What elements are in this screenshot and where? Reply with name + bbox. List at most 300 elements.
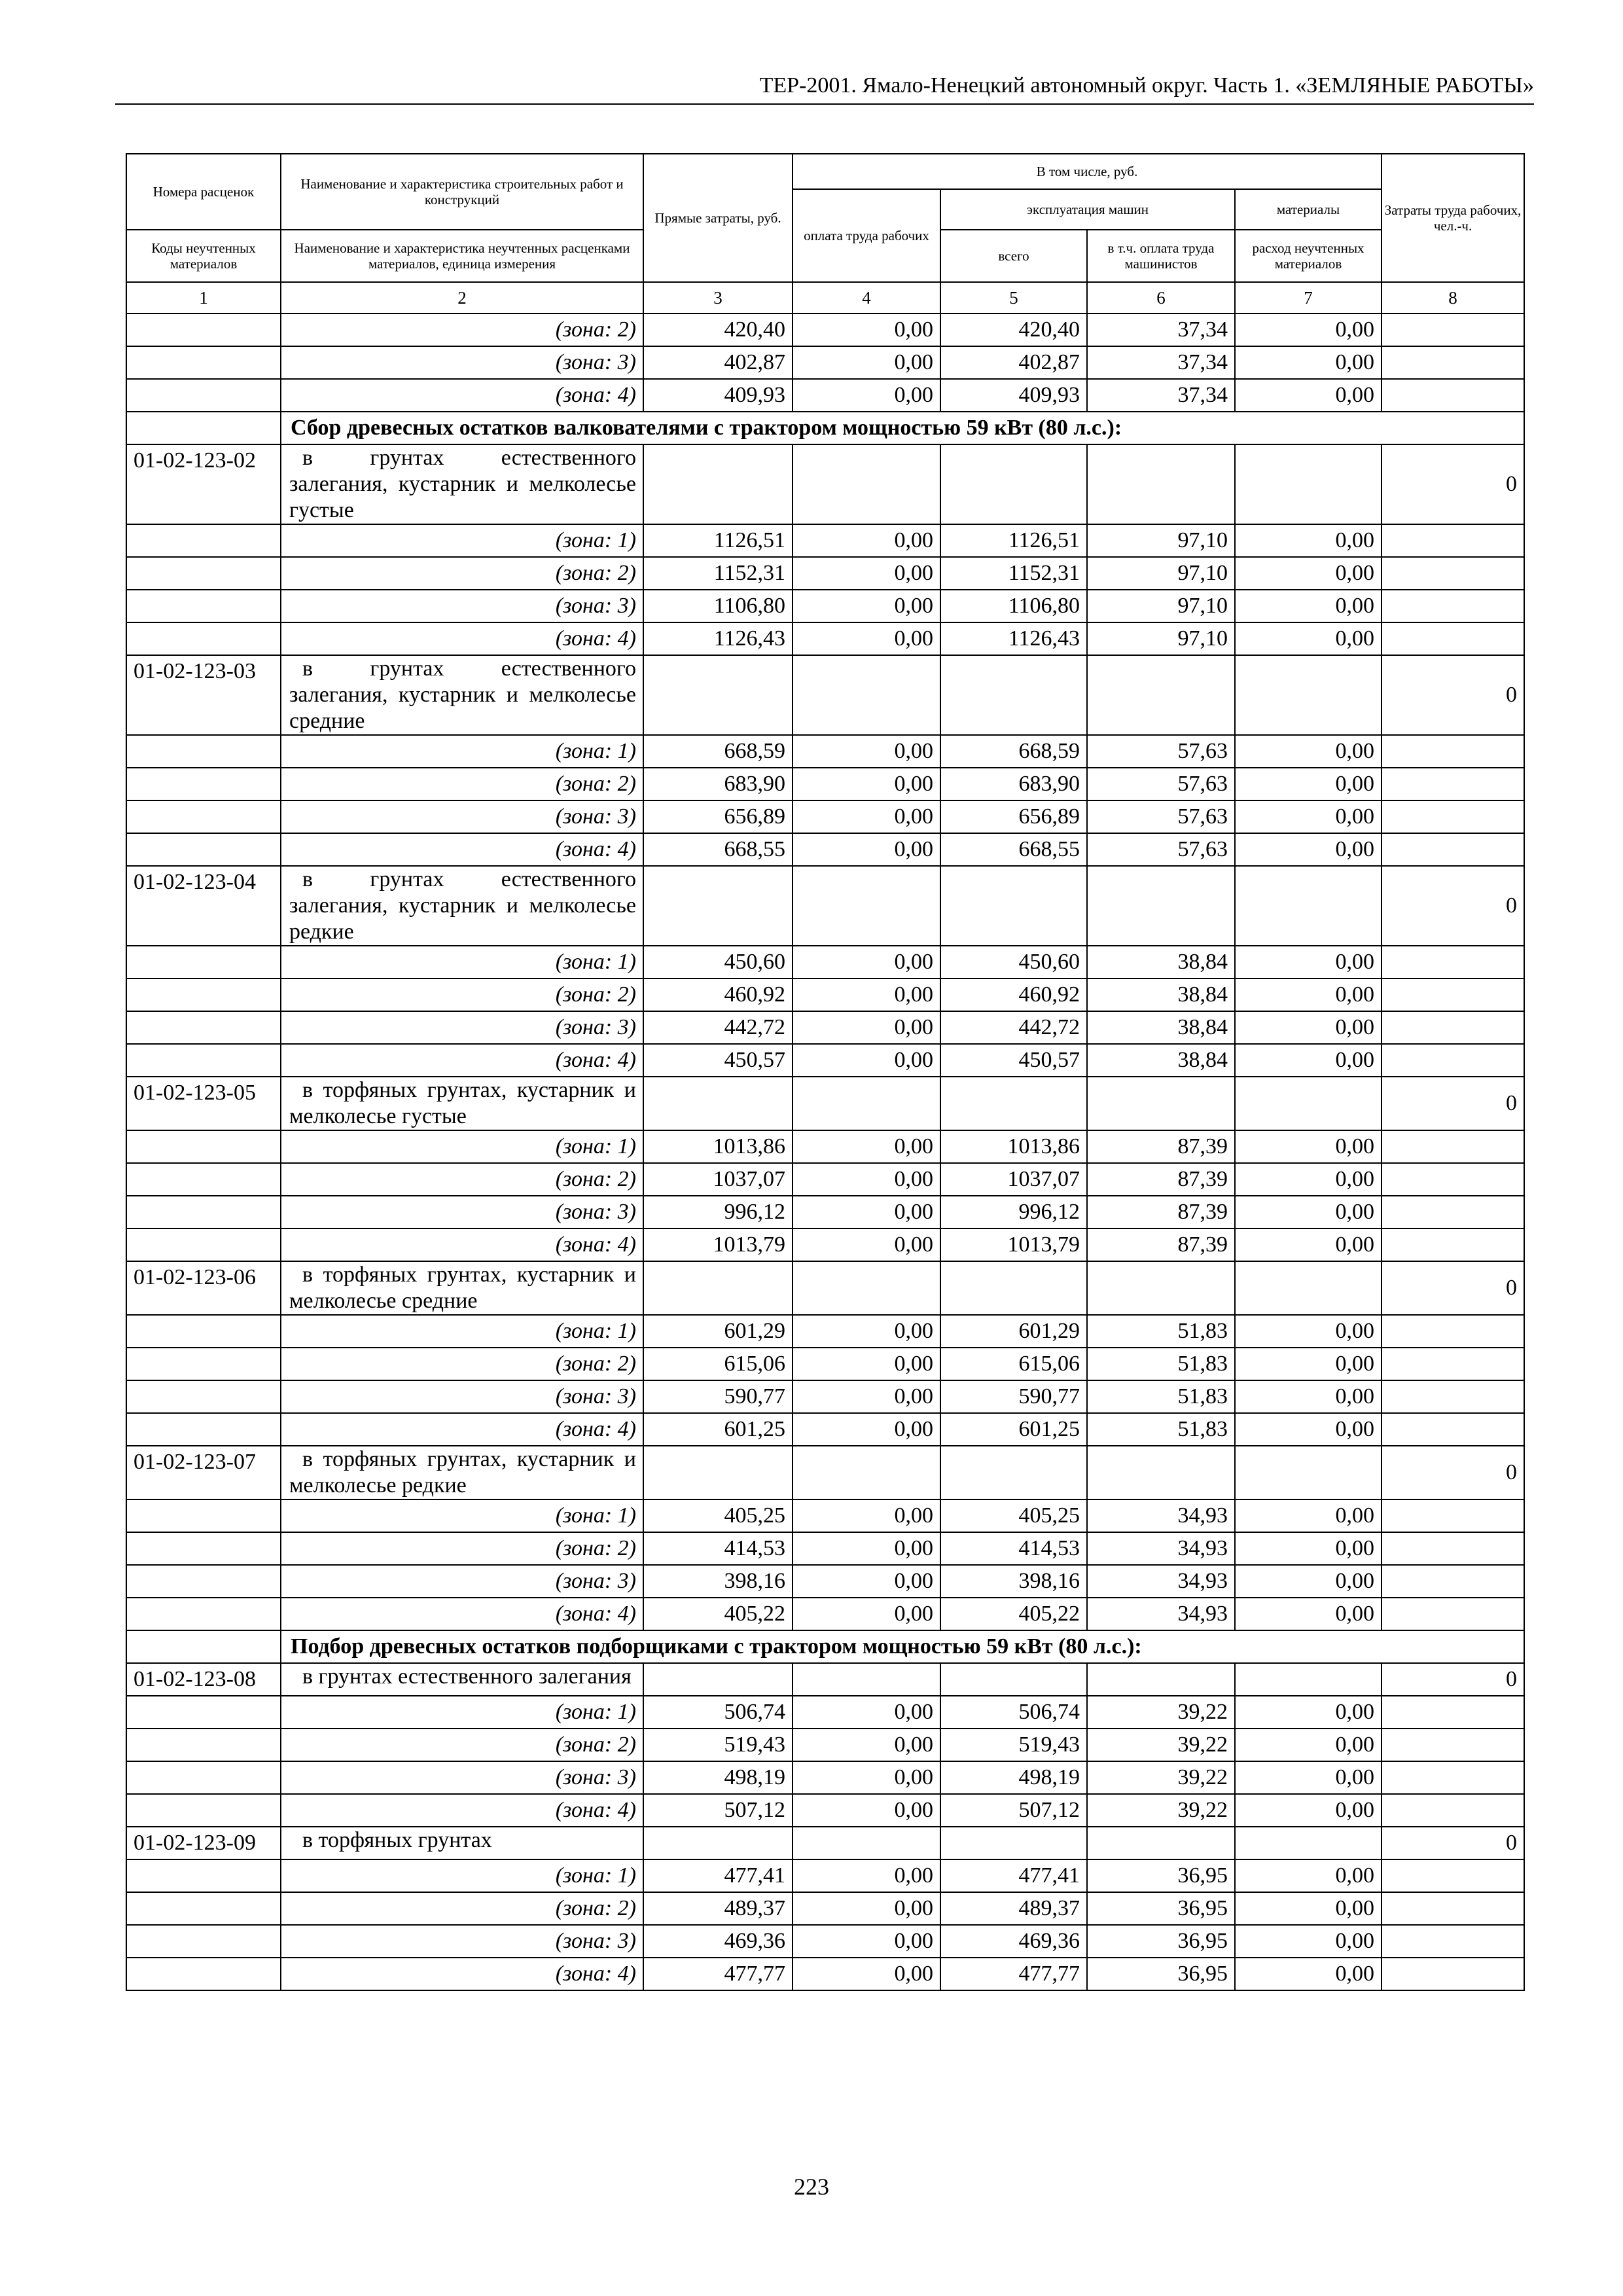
labor-pay: 0,00 [793,1380,940,1413]
labor-cell [1382,1892,1524,1925]
zone-row [126,1348,1524,1380]
materials-cost: 0,00 [1235,1044,1382,1077]
code-cell [126,1565,281,1598]
column-number: 7 [1235,282,1382,314]
operators-pay: 37,34 [1087,314,1235,346]
labor-cell [1382,1315,1524,1348]
labor-cost: 0 [1382,1077,1524,1130]
labor-pay: 0,00 [793,1598,940,1630]
machines-total: 1106,80 [940,590,1087,622]
code-cell [126,1859,281,1892]
zone-row [126,557,1524,590]
labor-cell [1382,346,1524,379]
labor-pay: 0,00 [793,314,940,346]
materials-cost: 0,00 [1235,1958,1382,1990]
code-cell [126,314,281,346]
rate-code: 01-02-123-04 [126,866,281,946]
materials-cost: 0,00 [1235,1163,1382,1196]
zone-label: (зона: 1) [281,946,643,978]
operators-pay: 97,10 [1087,557,1235,590]
machines-total: 450,57 [940,1044,1087,1077]
materials-cost: 0,00 [1235,833,1382,866]
machines-total: 519,43 [940,1729,1087,1761]
direct-cost: 668,55 [643,833,793,866]
zone-label: (зона: 4) [281,1413,643,1446]
rate-code: 01-02-123-05 [126,1077,281,1130]
materials-cost: 0,00 [1235,800,1382,833]
rate-code: 01-02-123-09 [126,1827,281,1859]
direct-cost [643,655,793,735]
labor-pay: 0,00 [793,346,940,379]
section-title: Подбор древесных остатков подборщиками с трактором мощностью 59 кВт (80 л.с.): [281,1630,1524,1663]
zone-label: (зона: 2) [281,1163,643,1196]
zone-row [126,1892,1524,1925]
direct-cost: 477,77 [643,1958,793,1990]
zone-label: (зона: 4) [281,1794,643,1827]
labor-pay [793,1446,940,1499]
operators-pay: 87,39 [1087,1130,1235,1163]
materials-cost: 0,00 [1235,1380,1382,1413]
direct-cost: 1106,80 [643,590,793,622]
machines-total [940,1663,1087,1696]
direct-cost: 489,37 [643,1892,793,1925]
column-number-row [126,282,1524,314]
materials-cost: 0,00 [1235,524,1382,557]
labor-pay: 0,00 [793,1532,940,1565]
labor-pay: 0,00 [793,1499,940,1532]
labor-pay [793,1261,940,1315]
zone-row [126,946,1524,978]
operators-pay [1087,1261,1235,1315]
machines-total: 420,40 [940,314,1087,346]
zone-label: (зона: 3) [281,800,643,833]
zone-label: (зона: 3) [281,1380,643,1413]
labor-pay: 0,00 [793,1925,940,1958]
code-cell [126,1011,281,1044]
zone-row [126,1598,1524,1630]
zone-row [126,346,1524,379]
zone-row [126,768,1524,800]
rate-item-row [126,1446,1524,1499]
column-number: 8 [1382,282,1524,314]
materials-cost: 0,00 [1235,1532,1382,1565]
table-head [126,154,1524,314]
operators-pay [1087,444,1235,524]
labor-pay: 0,00 [793,1958,940,1990]
zone-label: (зона: 3) [281,1196,643,1229]
direct-cost: 1126,43 [643,622,793,655]
labor-cell [1382,1794,1524,1827]
direct-cost: 615,06 [643,1348,793,1380]
direct-cost: 601,25 [643,1413,793,1446]
direct-cost: 601,29 [643,1315,793,1348]
zone-row [126,1130,1524,1163]
direct-cost [643,1261,793,1315]
zone-row [126,735,1524,768]
materials-cost: 0,00 [1235,1925,1382,1958]
labor-cell [1382,1130,1524,1163]
materials-cost: 0,00 [1235,379,1382,412]
machines-total: 477,77 [940,1958,1087,1990]
materials-cost [1235,1827,1382,1859]
direct-cost: 1152,31 [643,557,793,590]
column-number: 5 [940,282,1087,314]
labor-cell [1382,1413,1524,1446]
zone-row [126,1413,1524,1446]
operators-pay: 39,22 [1087,1794,1235,1827]
direct-cost [643,1663,793,1696]
zone-row [126,1532,1524,1565]
code-cell [126,833,281,866]
machines-total: 405,22 [940,1598,1087,1630]
materials-cost: 0,00 [1235,1011,1382,1044]
labor-cell [1382,1696,1524,1729]
direct-cost [643,1446,793,1499]
code-cell [126,590,281,622]
operators-pay: 36,95 [1087,1925,1235,1958]
operators-pay: 57,63 [1087,833,1235,866]
zone-row [126,590,1524,622]
code-cell [126,978,281,1011]
labor-cell [1382,1229,1524,1261]
rate-item-row [126,1261,1524,1315]
machines-total: 668,59 [940,735,1087,768]
zone-row [126,1958,1524,1990]
code-cell [126,1348,281,1380]
labor-cell [1382,1761,1524,1794]
table-body [126,314,1524,1990]
zone-label: (зона: 3) [281,1761,643,1794]
code-cell [126,1196,281,1229]
machines-total: 1126,51 [940,524,1087,557]
col2-top-header: Наименование и характеристика строительных работ и конструкций [281,154,643,230]
materials-cost: 0,00 [1235,768,1382,800]
zone-label: (зона: 4) [281,622,643,655]
section-spacer [126,412,281,444]
labor-cell [1382,557,1524,590]
rate-description: в торфяных грунтах, кустарник и мелколесье средние [281,1261,643,1315]
code-cell [126,379,281,412]
direct-cost: 683,90 [643,768,793,800]
zone-label: (зона: 1) [281,1315,643,1348]
labor-cell [1382,622,1524,655]
materials-cost: 0,00 [1235,1130,1382,1163]
rates-table [126,153,1525,1991]
code-cell [126,1130,281,1163]
operators-pay: 38,84 [1087,978,1235,1011]
col4-header: оплата труда рабочих [793,189,940,282]
direct-cost: 996,12 [643,1196,793,1229]
zone-label: (зона: 1) [281,524,643,557]
operators-pay: 36,95 [1087,1958,1235,1990]
rate-description: в грунтах естественного залегания [281,1663,643,1696]
zone-label: (зона: 4) [281,379,643,412]
materials-cost: 0,00 [1235,735,1382,768]
labor-cost: 0 [1382,1827,1524,1859]
direct-cost: 398,16 [643,1565,793,1598]
materials-cost: 0,00 [1235,1859,1382,1892]
materials-header: материалы [1235,189,1382,230]
zone-row [126,1229,1524,1261]
operators-pay: 87,39 [1087,1229,1235,1261]
machines-total: 506,74 [940,1696,1087,1729]
code-cell [126,557,281,590]
materials-cost: 0,00 [1235,1729,1382,1761]
labor-pay: 0,00 [793,1413,940,1446]
zone-label: (зона: 1) [281,735,643,768]
direct-cost: 414,53 [643,1532,793,1565]
machines-total: 489,37 [940,1892,1087,1925]
machines-total: 414,53 [940,1532,1087,1565]
machines-total: 469,36 [940,1925,1087,1958]
code-cell [126,1958,281,1990]
zone-row [126,1859,1524,1892]
materials-cost: 0,00 [1235,1794,1382,1827]
materials-cost: 0,00 [1235,978,1382,1011]
machines-total: 683,90 [940,768,1087,800]
direct-cost: 405,22 [643,1598,793,1630]
materials-cost: 0,00 [1235,1499,1382,1532]
labor-cell [1382,314,1524,346]
rate-code: 01-02-123-06 [126,1261,281,1315]
zone-row [126,622,1524,655]
direct-cost [643,1077,793,1130]
machines-total: 1037,07 [940,1163,1087,1196]
operators-pay: 57,63 [1087,735,1235,768]
machines-total: 1126,43 [940,622,1087,655]
zone-row [126,1794,1524,1827]
direct-cost: 498,19 [643,1761,793,1794]
materials-cost: 0,00 [1235,622,1382,655]
labor-pay: 0,00 [793,1196,940,1229]
rate-item-row [126,655,1524,735]
labor-cell [1382,1044,1524,1077]
zone-row [126,1315,1524,1348]
materials-cost: 0,00 [1235,346,1382,379]
labor-pay: 0,00 [793,524,940,557]
column-number: 2 [281,282,643,314]
zone-label: (зона: 3) [281,590,643,622]
machines-total [940,655,1087,735]
col5-header: всего [940,230,1087,282]
code-cell [126,946,281,978]
machines-total [940,1261,1087,1315]
labor-cost: 0 [1382,1446,1524,1499]
machines-total: 1013,79 [940,1229,1087,1261]
direct-cost: 402,87 [643,346,793,379]
zone-label: (зона: 2) [281,1348,643,1380]
rate-item-row [126,1663,1524,1696]
machines-total: 477,41 [940,1859,1087,1892]
zone-label: (зона: 1) [281,1859,643,1892]
materials-cost [1235,1077,1382,1130]
labor-cell [1382,800,1524,833]
machines-total: 507,12 [940,1794,1087,1827]
operators-pay: 36,95 [1087,1859,1235,1892]
operators-pay: 39,22 [1087,1696,1235,1729]
direct-cost: 442,72 [643,1011,793,1044]
zone-row [126,1380,1524,1413]
materials-cost [1235,444,1382,524]
machines-total: 402,87 [940,346,1087,379]
machines-total [940,1446,1087,1499]
rate-code: 01-02-123-02 [126,444,281,524]
direct-cost: 656,89 [643,800,793,833]
materials-cost: 0,00 [1235,1892,1382,1925]
section-heading-row [126,1630,1524,1663]
direct-cost: 460,92 [643,978,793,1011]
rate-code: 01-02-123-03 [126,655,281,735]
machines-total: 615,06 [940,1348,1087,1380]
labor-pay: 0,00 [793,1163,940,1196]
direct-cost [643,444,793,524]
materials-cost: 0,00 [1235,1565,1382,1598]
zone-row [126,1011,1524,1044]
direct-cost [643,1827,793,1859]
zone-label: (зона: 4) [281,1044,643,1077]
rate-item-row [126,866,1524,946]
labor-pay: 0,00 [793,1892,940,1925]
materials-cost: 0,00 [1235,1696,1382,1729]
labor-cell [1382,735,1524,768]
operators-pay: 39,22 [1087,1761,1235,1794]
labor-cell [1382,1011,1524,1044]
zone-label: (зона: 3) [281,346,643,379]
machines-total: 590,77 [940,1380,1087,1413]
code-cell [126,1044,281,1077]
zone-row [126,379,1524,412]
machines-total [940,1827,1087,1859]
zone-label: (зона: 3) [281,1925,643,1958]
materials-cost [1235,1261,1382,1315]
section-title: Сбор древесных остатков валкователями с трактором мощностью 59 кВт (80 л.с.): [281,412,1524,444]
labor-cost: 0 [1382,866,1524,946]
labor-pay: 0,00 [793,1729,940,1761]
operators-pay: 37,34 [1087,346,1235,379]
materials-cost: 0,00 [1235,314,1382,346]
zone-row [126,314,1524,346]
direct-cost: 450,60 [643,946,793,978]
code-cell [126,622,281,655]
operators-pay: 97,10 [1087,622,1235,655]
machines-total: 442,72 [940,1011,1087,1044]
materials-cost: 0,00 [1235,1761,1382,1794]
labor-pay: 0,00 [793,1565,940,1598]
page-number: 223 [794,2174,829,2200]
zone-row [126,1163,1524,1196]
materials-cost [1235,655,1382,735]
operators-pay: 34,93 [1087,1532,1235,1565]
labor-pay: 0,00 [793,379,940,412]
labor-pay: 0,00 [793,833,940,866]
code-cell [126,1229,281,1261]
machines-total: 498,19 [940,1761,1087,1794]
code-cell [126,1729,281,1761]
machines-total: 405,25 [940,1499,1087,1532]
running-header [115,67,1534,105]
labor-pay: 0,00 [793,1315,940,1348]
col8-header: Затраты труда рабочих, чел.-ч. [1382,154,1524,282]
labor-pay: 0,00 [793,1859,940,1892]
code-cell [126,346,281,379]
materials-cost: 0,00 [1235,1229,1382,1261]
machines-total: 460,92 [940,978,1087,1011]
machines-total: 601,25 [940,1413,1087,1446]
rate-description: в грунтах естественного залегания, кустарник и мелколесье средние [281,655,643,735]
labor-cost: 0 [1382,1663,1524,1696]
labor-pay: 0,00 [793,1229,940,1261]
labor-cell [1382,978,1524,1011]
zone-label: (зона: 4) [281,1958,643,1990]
operators-pay: 36,95 [1087,1892,1235,1925]
machines-total: 996,12 [940,1196,1087,1229]
labor-cell [1382,1196,1524,1229]
zone-row [126,833,1524,866]
labor-pay [793,1663,940,1696]
labor-cell [1382,590,1524,622]
rate-item-row [126,1827,1524,1859]
labor-pay: 0,00 [793,1761,940,1794]
zone-row [126,1499,1524,1532]
section-spacer [126,1630,281,1663]
labor-pay [793,1077,940,1130]
zone-row [126,1761,1524,1794]
direct-cost: 1126,51 [643,524,793,557]
rate-code: 01-02-123-08 [126,1663,281,1696]
rate-code: 01-02-123-07 [126,1446,281,1499]
operators-pay: 51,83 [1087,1348,1235,1380]
labor-cost: 0 [1382,1261,1524,1315]
zone-label: (зона: 4) [281,1229,643,1261]
zone-label: (зона: 3) [281,1011,643,1044]
rate-description: в торфяных грунтах, кустарник и мелколесье густые [281,1077,643,1130]
zone-row [126,1044,1524,1077]
machines-total: 1013,86 [940,1130,1087,1163]
direct-cost: 469,36 [643,1925,793,1958]
zone-label: (зона: 1) [281,1696,643,1729]
running-header-title: ТЕР-2001. Ямало-Ненецкий автономный округ. Часть 1. «ЗЕМЛЯНЫЕ РАБОТЫ» [759,73,1534,98]
labor-cell [1382,1859,1524,1892]
zone-row [126,1925,1524,1958]
zone-label: (зона: 2) [281,1532,643,1565]
materials-cost: 0,00 [1235,1413,1382,1446]
labor-pay: 0,00 [793,622,940,655]
labor-cell [1382,1729,1524,1761]
labor-pay: 0,00 [793,768,940,800]
zone-label: (зона: 2) [281,1892,643,1925]
rate-item-row [126,1077,1524,1130]
zone-label: (зона: 4) [281,1598,643,1630]
labor-cell [1382,1380,1524,1413]
labor-pay: 0,00 [793,735,940,768]
code-cell [126,1532,281,1565]
operators-pay: 37,34 [1087,379,1235,412]
operators-pay [1087,1077,1235,1130]
direct-cost: 668,59 [643,735,793,768]
operators-pay: 97,10 [1087,524,1235,557]
column-number: 3 [643,282,793,314]
zone-label: (зона: 2) [281,314,643,346]
labor-pay: 0,00 [793,1130,940,1163]
operators-pay: 34,93 [1087,1499,1235,1532]
operators-pay: 51,83 [1087,1315,1235,1348]
operators-pay [1087,1446,1235,1499]
operators-pay: 39,22 [1087,1729,1235,1761]
zone-row [126,800,1524,833]
rate-description: в грунтах естественного залегания, кустарник и мелколесье редкие [281,866,643,946]
section-heading-row [126,412,1524,444]
labor-cell [1382,1598,1524,1630]
